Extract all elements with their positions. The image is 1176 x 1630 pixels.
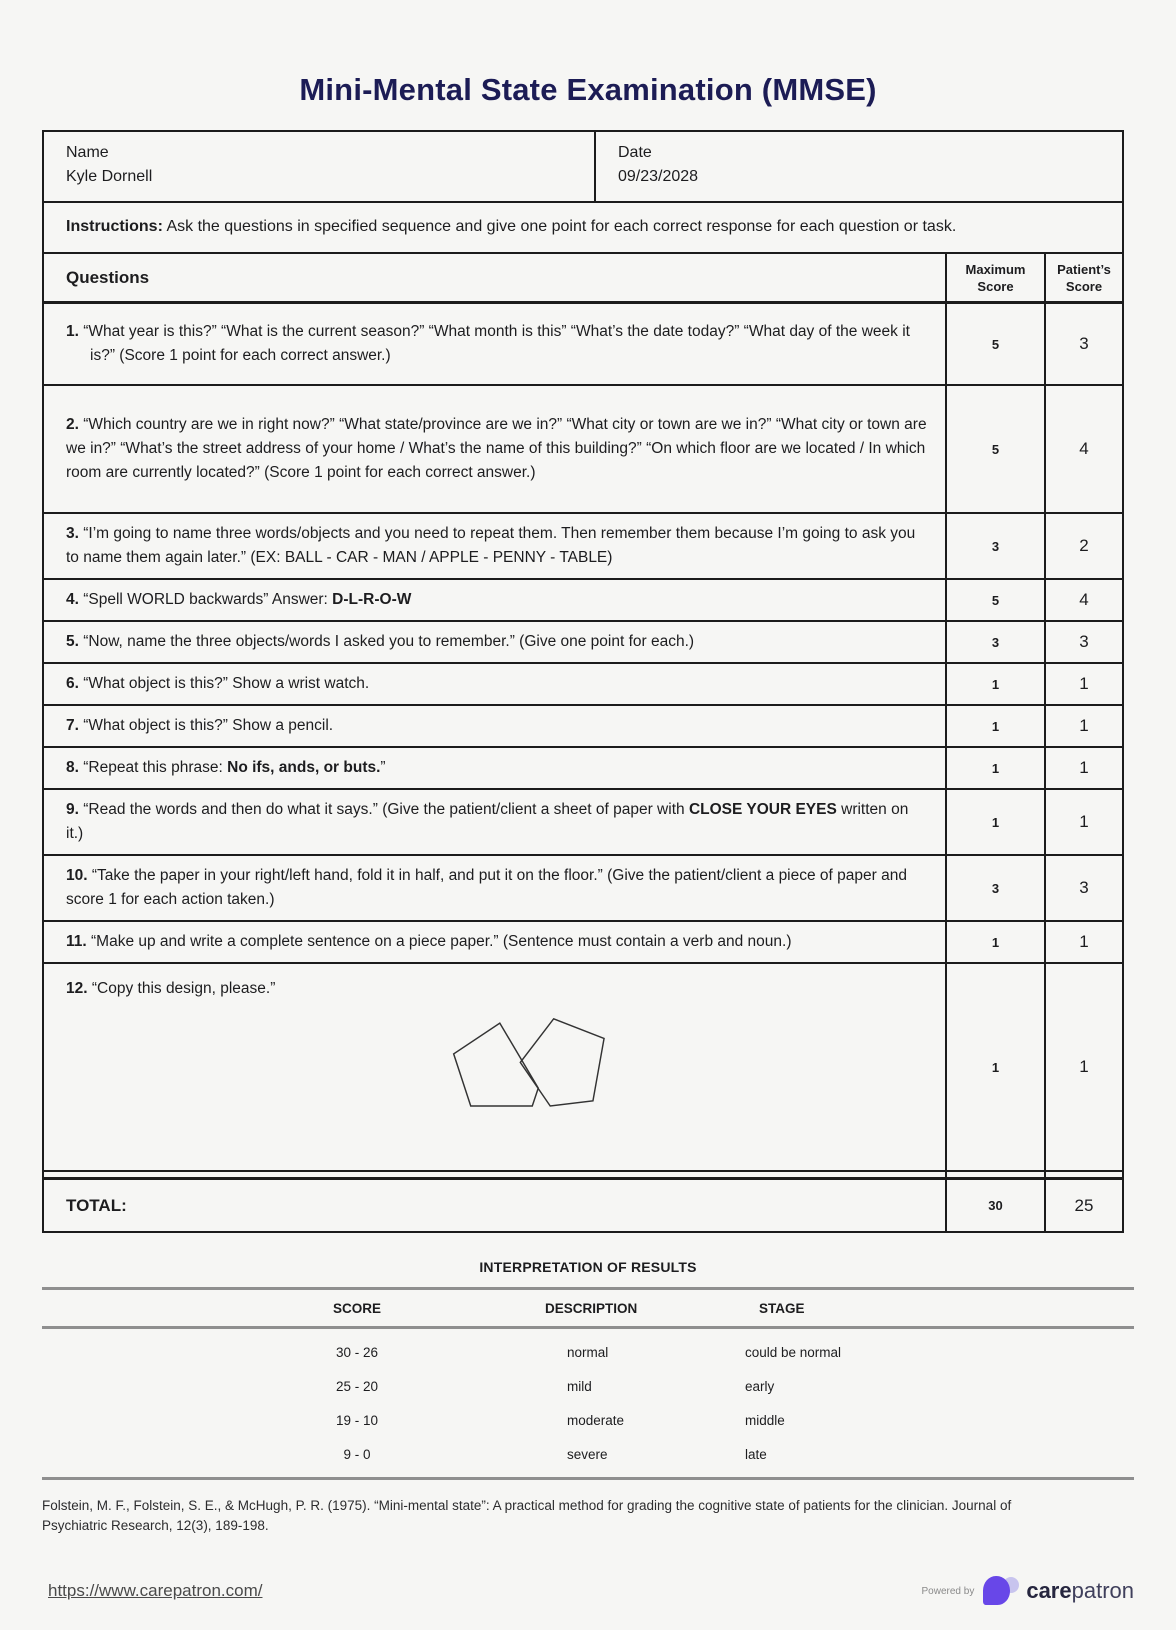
question-row xyxy=(44,788,1122,854)
interpretation-score: 30 - 26 xyxy=(335,1344,379,1360)
interpretation-row xyxy=(42,1335,1134,1369)
date-cell xyxy=(596,132,1122,201)
question-number: 7. xyxy=(66,717,84,734)
question-row xyxy=(44,512,1122,578)
question-cell: 1. “What year is this?” “What is the current season?” “What month is this” “What’s the date today?” “What day of the week it is?” (Score 1 point for each correct answer.) xyxy=(66,323,910,364)
questions-header-row xyxy=(44,252,1122,304)
question-cell: 2. “Which country are we in right now?” “What state/province are we in?” “What city or town are we in?” “What city or town are we in?” “What’s the street address of your home / What’s the name of this building?” “On which floor are we located / In which room are currently located?” (Score 1 point for each correct answer.) xyxy=(66,416,927,481)
powered-by-group xyxy=(922,1576,1134,1606)
patient-score-value: 3 xyxy=(1044,622,1122,662)
overlapping-pentagons-design xyxy=(434,1005,622,1125)
max-score-value: 3 xyxy=(945,856,1044,920)
patient-score-value: 1 xyxy=(1044,748,1122,788)
question-row xyxy=(44,962,1122,1170)
patient-score-value: 2 xyxy=(1044,514,1122,578)
pre-total-spacer xyxy=(44,1170,1122,1177)
interpretation-row xyxy=(42,1437,1134,1471)
date-value: 09/23/2028 xyxy=(618,168,699,185)
score-column-header: SCORE xyxy=(332,1300,381,1316)
interpretation-description: mild xyxy=(567,1378,592,1394)
name-date-row xyxy=(44,132,1122,201)
interpretation-row xyxy=(42,1403,1134,1437)
question-cell: 11. “Make up and write a complete sentence on a piece paper.” (Sentence must contain a verb and noun.) xyxy=(66,933,792,950)
total-max-score: 30 xyxy=(945,1180,1044,1231)
page-title: Mini-Mental State Examination (MMSE) xyxy=(299,72,877,107)
instructions-label: Instructions: xyxy=(66,218,163,235)
question-row xyxy=(44,304,1122,384)
max-score-value: 3 xyxy=(945,622,1044,662)
interpretation-description: severe xyxy=(567,1446,608,1462)
interpretation-score: 25 - 20 xyxy=(335,1378,379,1394)
citation-text: Folstein, M. F., Folstein, S. E., & McHugh, P. R. (1975). “Mini-mental state”: A practical method for grading the cognitive state of patients for the clinician. Journal of Psychiatric Research, 12(3), 189-198. xyxy=(42,1498,1012,1533)
question-cell: 12. “Copy this design, please.” xyxy=(44,964,945,1170)
max-score-value: 1 xyxy=(945,748,1044,788)
max-score-value: 5 xyxy=(945,386,1044,512)
instructions-text: Ask the questions in specified sequence and give one point for each correct response for each question or task. xyxy=(166,218,957,235)
question-number: 4. xyxy=(66,591,84,608)
question-cell: 6. “What object is this?” Show a wrist watch. xyxy=(66,675,370,692)
question-row xyxy=(44,920,1122,962)
date-label: Date xyxy=(618,144,652,161)
interpretation-description: normal xyxy=(567,1344,609,1360)
patient-score-value: 1 xyxy=(1044,790,1122,854)
interpretation-score: 9 - 0 xyxy=(343,1446,371,1462)
name-value: Kyle Dornell xyxy=(66,168,153,185)
question-number: 6. xyxy=(66,675,84,692)
question-row xyxy=(44,578,1122,620)
footer-bar xyxy=(48,1576,1134,1606)
patient-score-value: 1 xyxy=(1044,706,1122,746)
patient-score-column-header: Patient’s Score xyxy=(1044,254,1122,301)
question-row xyxy=(44,620,1122,662)
question-number: 11. xyxy=(66,933,91,950)
question-cell: 3. “I’m going to name three words/objects and you need to repeat them. Then remember them because I’m going to ask you to name them again later.” (EX: BALL - CAR - MAN / APPLE - PENNY - TABLE) xyxy=(66,525,916,566)
powered-by-label: Powered by xyxy=(921,1585,975,1597)
name-label: Name xyxy=(66,144,109,161)
question-row xyxy=(44,746,1122,788)
question-row xyxy=(44,854,1122,920)
question-row xyxy=(44,704,1122,746)
question-number: 5. xyxy=(66,633,84,650)
question-number: 3. xyxy=(66,525,84,542)
max-score-value: 5 xyxy=(945,304,1044,384)
interpretation-rows xyxy=(42,1329,1134,1475)
max-score-value: 5 xyxy=(945,580,1044,620)
max-score-value: 1 xyxy=(945,964,1044,1170)
question-cell: 7. “What object is this?” Show a pencil. xyxy=(66,717,334,734)
question-number: 10. xyxy=(66,867,92,884)
max-score-value: 1 xyxy=(945,790,1044,854)
interpretation-divider-bottom xyxy=(42,1477,1134,1480)
max-score-value: 1 xyxy=(945,706,1044,746)
question-cell: 4. “Spell WORLD backwards” Answer: D-L-R-O-W xyxy=(66,591,412,608)
total-row xyxy=(44,1177,1122,1231)
description-column-header: DESCRIPTION xyxy=(545,1300,638,1316)
question-row xyxy=(44,662,1122,704)
total-patient-score: 25 xyxy=(1044,1180,1122,1231)
question-number: 12. xyxy=(66,980,92,997)
carepatron-wordmark: carepatron xyxy=(1026,1578,1134,1603)
patient-score-value: 4 xyxy=(1044,580,1122,620)
interpretation-stage: early xyxy=(745,1378,775,1394)
carepatron-link[interactable]: https://www.carepatron.com/ xyxy=(48,1581,263,1600)
question-number: 2. xyxy=(66,416,84,433)
patient-score-value: 4 xyxy=(1044,386,1122,512)
interpretation-score: 19 - 10 xyxy=(335,1412,379,1428)
interpretation-stage: middle xyxy=(745,1412,785,1428)
mmse-form-table xyxy=(42,130,1124,1233)
question-row xyxy=(44,384,1122,512)
patient-score-value: 1 xyxy=(1044,964,1122,1170)
question-cell: 9. “Read the words and then do what it says.” (Give the patient/client a sheet of paper with CLOSE YOUR EYES written on it.) xyxy=(66,801,909,842)
question-cell: 8. “Repeat this phrase: No ifs, ands, or buts.” xyxy=(66,759,386,776)
patient-score-value: 1 xyxy=(1044,922,1122,962)
max-score-value: 1 xyxy=(945,922,1044,962)
total-label: TOTAL: xyxy=(66,1195,127,1215)
question-cell: 5. “Now, name the three objects/words I asked you to remember.” (Give one point for each.) xyxy=(66,633,695,650)
patient-score-value: 3 xyxy=(1044,304,1122,384)
question-cell: 10. “Take the paper in your right/left hand, fold it in half, and put it on the floor.” (Give the patient/client a piece of paper and score 1 for each action taken.) xyxy=(66,867,907,908)
question-number: 8. xyxy=(66,759,84,776)
max-score-value: 3 xyxy=(945,514,1044,578)
max-score-column-header: Maximum Score xyxy=(945,254,1044,301)
interpretation-section xyxy=(42,1259,1134,1480)
question-number: 1. xyxy=(66,323,84,340)
interpretation-stage: could be normal xyxy=(745,1344,842,1360)
carepatron-logo-icon xyxy=(983,1576,1019,1606)
interpretation-column-headers xyxy=(42,1290,1134,1326)
interpretation-description: moderate xyxy=(567,1412,625,1428)
stage-column-header: STAGE xyxy=(759,1300,805,1316)
patient-score-value: 3 xyxy=(1044,856,1122,920)
questions-column-header: Questions xyxy=(66,267,150,287)
patient-score-value: 1 xyxy=(1044,664,1122,704)
interpretation-stage: late xyxy=(745,1446,767,1462)
interpretation-heading: INTERPRETATION OF RESULTS xyxy=(479,1259,697,1275)
name-cell xyxy=(44,132,596,201)
interpretation-row xyxy=(42,1369,1134,1403)
question-rows xyxy=(44,304,1122,1170)
max-score-value: 1 xyxy=(945,664,1044,704)
instructions-row xyxy=(44,201,1122,252)
question-number: 9. xyxy=(66,801,84,818)
